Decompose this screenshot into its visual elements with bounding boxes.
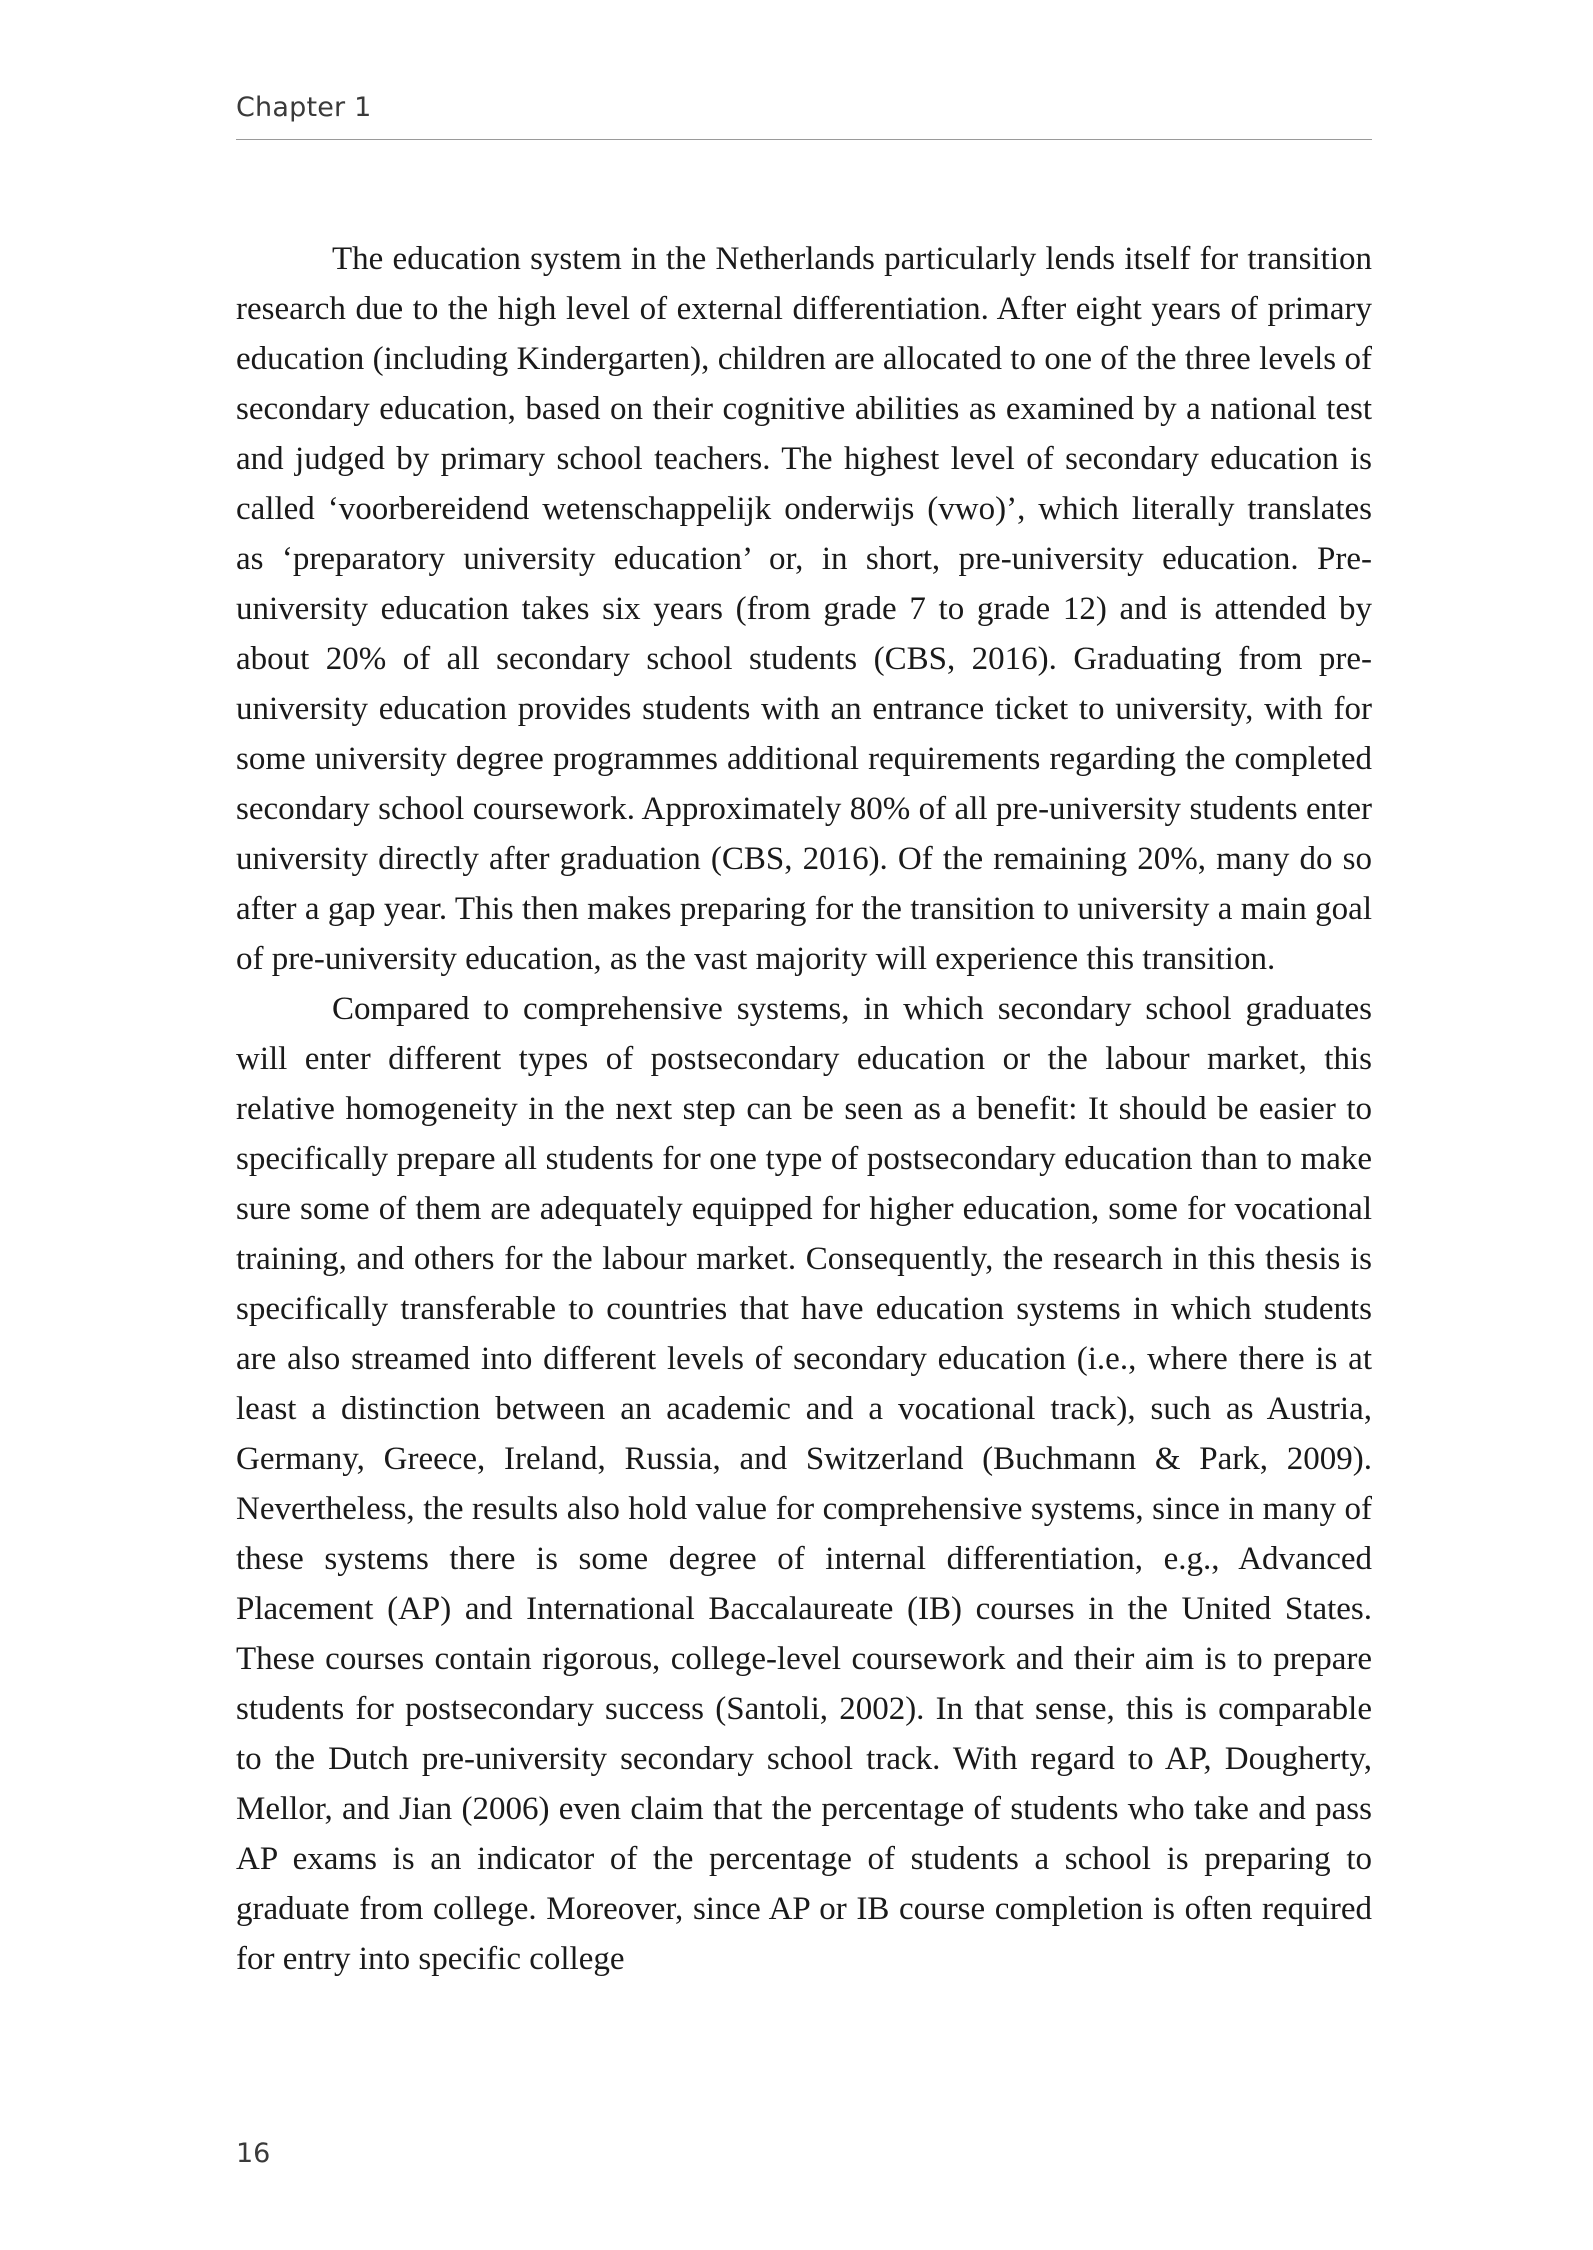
running-head: Chapter 1 [236,92,372,123]
paragraph: Compared to comprehensive systems, in which secondary school graduates will enter different types of postsecondary education or the labour market, this relative homogeneity in the next step can be seen as a benefit: It should be easier to specifically prepare all students for one type of postsecondary education than to make sure some of them are adequately equipped for higher education, some for vocational training, and others for the labour market. Consequently, the research in this thesis is specifically transferable to countries that have education systems in which students are also streamed into different levels of secondary education (i.e., where there is at least a distinction between an academic and a vocational track), such as Austria, Germany, Greece, Ireland, Russia, and Switzerland (Buchmann & Park, 2009). Nevertheless, the results also hold value for comprehensive systems, since in many of these systems there is some degree of internal differentiation, e.g., Advanced Placement (AP) and International Baccalaureate (IB) courses in the United States. These courses contain rigorous, college-level coursework and their aim is to prepare students for postsecondary success (Santoli, 2002). In that sense, this is comparable to the Dutch pre-university secondary school track. With regard to AP, Dougherty, Mellor, and Jian (2006) even claim that the percentage of students who take and pass AP exams is an indicator of the percentage of students a school is preparing to graduate from college. Moreover, since AP or IB course completion is often required for entry into specific college [236,991,1372,1977]
paragraph: The education system in the Netherlands particularly lends itself for transition research due to the high level of external differentiation. After eight years of primary education (including Kindergarten), children are allocated to one of the three levels of secondary education, based on their cognitive abilities as examined by a national test and judged by primary school teachers. The highest level of secondary education is called ‘voorbereidend wetenschappelijk onderwijs (vwo)’, which literally translates as ‘preparatory university education’ or, in short, pre-university education. Pre-university education takes six years (from grade 7 to grade 12) and is attended by about 20% of all secondary school students (CBS, 2016). Graduating from pre-university education provides students with an entrance ticket to university, with for some university degree programmes additional requirements regarding the completed secondary school coursework. Approximately 80% of all pre-university students enter university directly after graduation (CBS, 2016). Of the remaining 20%, many do so after a gap year. This then makes preparing for the transition to university a main goal of pre-university education, as the vast majority will experience this transition. [236,241,1372,977]
header-rule [236,139,1372,140]
body-text [236,234,1372,1984]
page-number: 16 [236,2138,271,2169]
